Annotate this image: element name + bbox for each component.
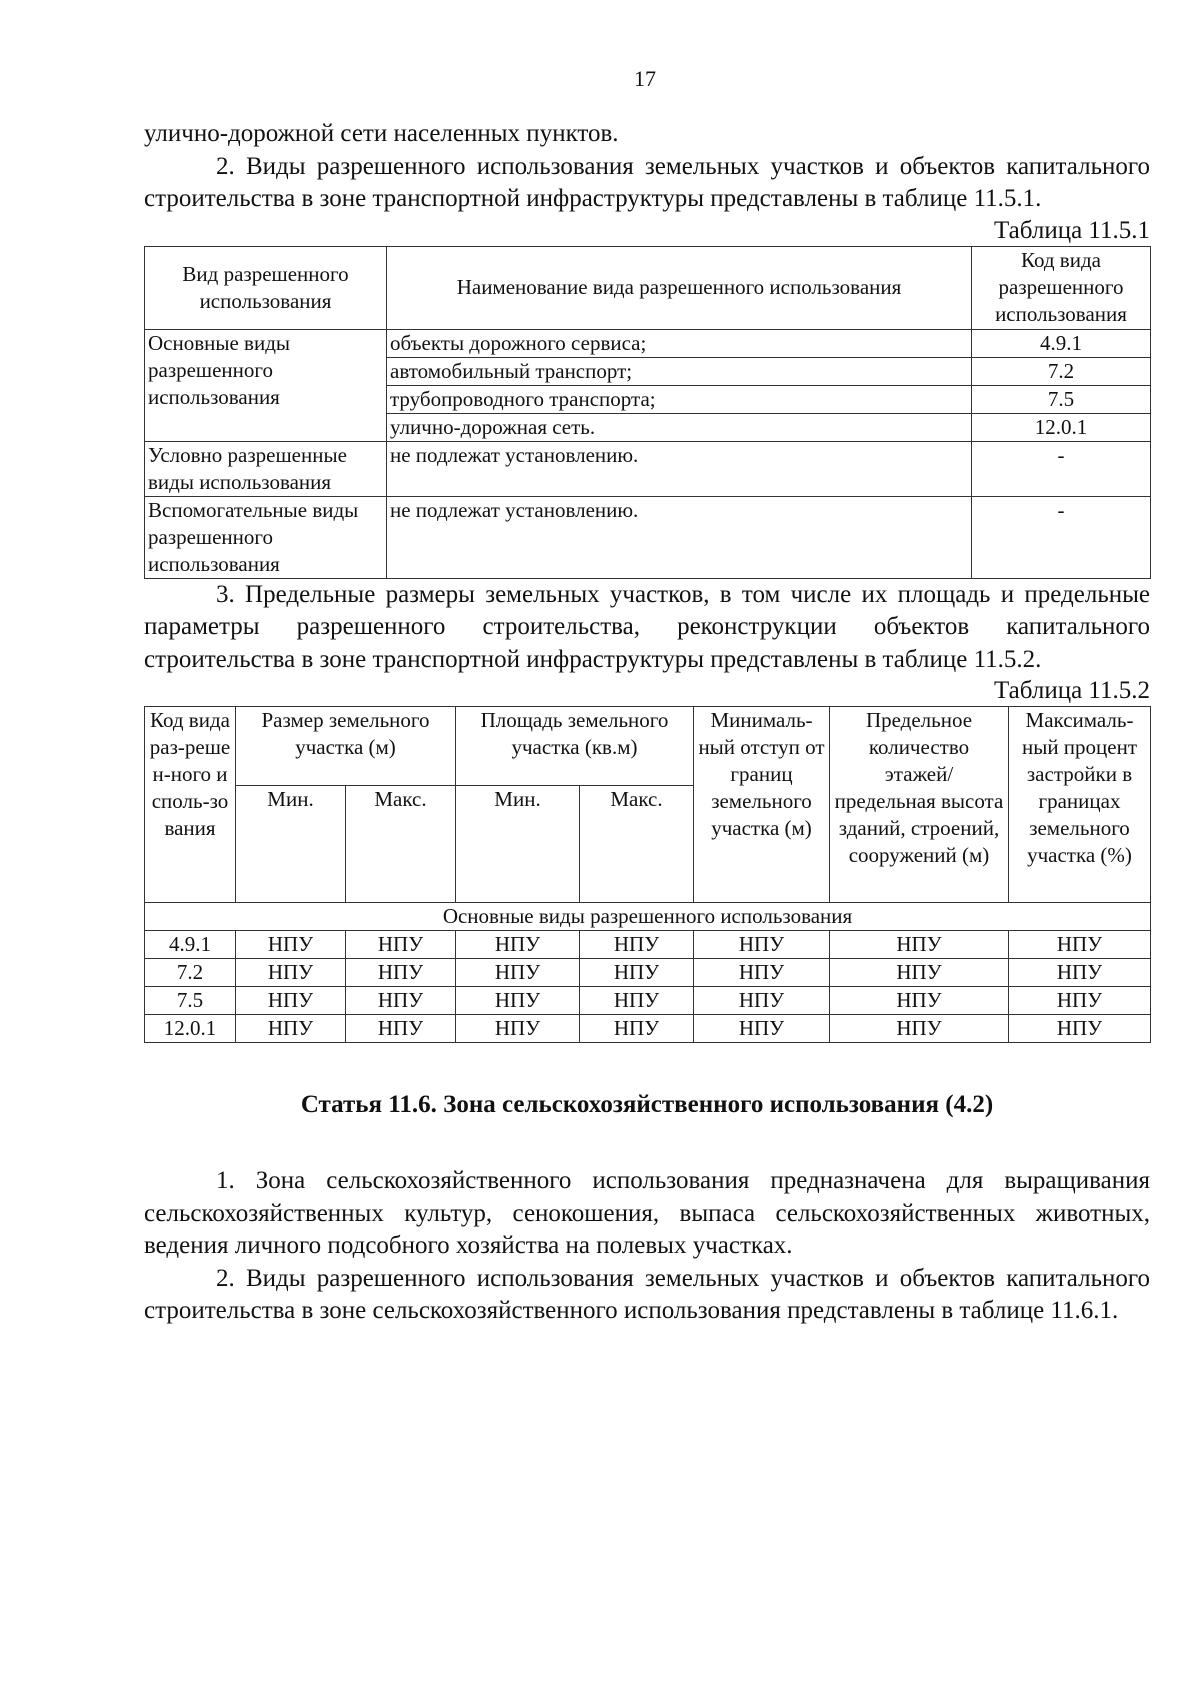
table-cell: объекты дорожного сервиса; [387, 329, 972, 357]
table-cell: НПУ [236, 931, 346, 959]
table-header-row [145, 707, 1151, 786]
table-cell: НПУ [694, 931, 830, 959]
paragraph: 3. Предельные размеры земельных участков, в том числе их площадь и предельные параметры разрешенного строительства, реконструкции объектов капитального строительства в зоне транспортной инфраструктуры представлены в таблице 11.5.2. [144, 580, 1150, 673]
table-row [145, 987, 1151, 1015]
table-cell: - [972, 441, 1151, 496]
group-label: Основные виды разрешенного использования [145, 329, 387, 441]
table-cell: НПУ [830, 1015, 1009, 1043]
table-cell: трубопроводного транспорта; [387, 385, 972, 413]
table-cell: НПУ [1009, 1015, 1151, 1043]
table-cell: НПУ [456, 931, 580, 959]
table-header-cell: Размер земельного участка (м) [236, 707, 456, 786]
table-cell: НПУ [694, 987, 830, 1015]
table-cell: НПУ [694, 959, 830, 987]
table-section-label: Основные виды разрешенного использования [145, 903, 1151, 931]
table-header-cell: Вид разрешенного использования [145, 246, 387, 329]
table-cell: НПУ [580, 987, 694, 1015]
table-header-cell: Наименование вида разрешенного использования [387, 246, 972, 329]
table-caption: Таблица 11.5.1 [994, 216, 1150, 244]
table-cell: НПУ [1009, 959, 1151, 987]
table-header-cell: Минималь-ный отступ от границ земельного участка (м) [694, 707, 830, 903]
table-row [145, 329, 1151, 357]
table-section-row [145, 903, 1151, 931]
section-title: Статья 11.6. Зона сельскохозяйственного использования (4.2) [300, 1091, 994, 1118]
table-caption: Таблица 11.5.2 [994, 677, 1150, 704]
table-cell: 7.5 [972, 385, 1151, 413]
paragraph: 1. Зона сельскохозяйственного использования предназначена для выращивания сельскохозяйственных культур, сенокошения, выпаса сельскохозяйственных животных, ведения личного подсобного хозяйства на полевых участках. [144, 1167, 1150, 1259]
table-header-cell: Максималь-ный процент застройки в границах земельного участка (%) [1009, 707, 1151, 903]
paragraph: 2. Виды разрешенного использования земельных участков и объектов капитального строительства в зоне транспортной инфраструктуры представлены в таблице 11.5.1. [144, 152, 1150, 212]
table-cell: НПУ [830, 959, 1009, 987]
table-row [145, 1015, 1151, 1043]
table-cell: НПУ [580, 931, 694, 959]
table-cell: - [972, 496, 1151, 578]
table-cell: 4.9.1 [145, 931, 236, 959]
table-header-row [145, 246, 1151, 329]
paragraph: улично-дорожной сети населенных пунктов. [144, 120, 619, 147]
table-cell: НПУ [346, 931, 456, 959]
table-row [145, 496, 1151, 578]
table-row [145, 931, 1151, 959]
table-cell: 12.0.1 [145, 1015, 236, 1043]
group-label: Условно разрешенные виды использования [145, 441, 387, 496]
table-11-5-2 [144, 706, 1151, 1043]
table-header-cell: Площадь земельного участка (кв.м) [456, 707, 694, 786]
table-cell: НПУ [830, 931, 1009, 959]
table-cell: 7.2 [145, 959, 236, 987]
table-cell: автомобильный транспорт; [387, 357, 972, 385]
page-content [144, 118, 1150, 1328]
table-header-cell: Макс. [580, 786, 694, 903]
table-cell: НПУ [1009, 931, 1151, 959]
table-cell: НПУ [456, 959, 580, 987]
table-cell: 7.5 [145, 987, 236, 1015]
table-row [145, 959, 1151, 987]
table-header-cell: Мин. [236, 786, 346, 903]
table-cell: не подлежат установлению. [387, 496, 972, 578]
table-11-5-1 [144, 246, 1151, 579]
table-header-cell: Мин. [456, 786, 580, 903]
table-cell: НПУ [1009, 987, 1151, 1015]
table-header-cell: Код вида раз-решен-ного исполь-зования [145, 707, 236, 903]
table-header-cell: Код вида разрешенного использования [972, 246, 1151, 329]
group-label: Вспомогательные виды разрешенного использования [145, 496, 387, 578]
table-cell: НПУ [346, 959, 456, 987]
table-header-cell: Предельное количество этажей/ предельная высота зданий, строений, сооружений (м) [830, 707, 1009, 903]
table-cell: НПУ [456, 987, 580, 1015]
table-cell: 4.9.1 [972, 329, 1151, 357]
table-cell: 12.0.1 [972, 413, 1151, 441]
table-cell: 7.2 [972, 357, 1151, 385]
table-cell: НПУ [580, 1015, 694, 1043]
table-cell: НПУ [456, 1015, 580, 1043]
table-cell: НПУ [236, 959, 346, 987]
table-cell: НПУ [346, 987, 456, 1015]
table-cell: НПУ [236, 1015, 346, 1043]
page-number: 17 [634, 66, 656, 91]
table-cell: НПУ [694, 1015, 830, 1043]
table-cell: НПУ [346, 1015, 456, 1043]
table-cell: НПУ [580, 959, 694, 987]
table-cell: улично-дорожная сеть. [387, 413, 972, 441]
table-row [145, 441, 1151, 496]
table-cell: не подлежат установлению. [387, 441, 972, 496]
table-cell: НПУ [830, 987, 1009, 1015]
table-cell: НПУ [236, 987, 346, 1015]
paragraph: 2. Виды разрешенного использования земельных участков и объектов капитального строительства в зоне сельскохозяйственного использования представлены в таблице 11.6.1. [144, 1264, 1150, 1324]
table-header-cell: Макс. [346, 786, 456, 903]
